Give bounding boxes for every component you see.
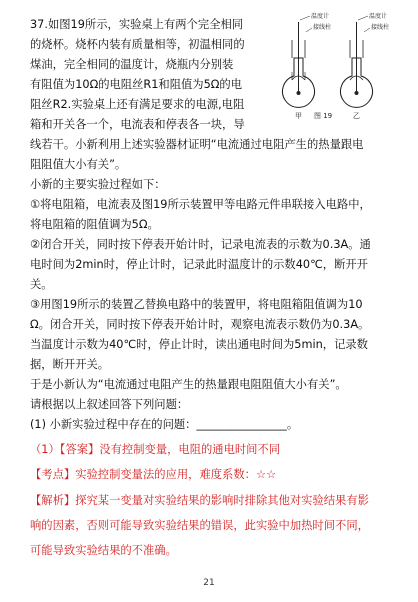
problem-line-2: 的烧杯。烧杯内装有质量相等，初温相同的: [30, 38, 245, 51]
conclusion-line: 于是小新认为“电流通过电阻产生的热量跟电阻阻值大小有关”。: [30, 378, 347, 391]
step-2-line-2: 电时间为2min时，停止计时，记录此时温度计的示数40℃，断开开: [30, 258, 368, 271]
flask-yi: [341, 22, 373, 107]
label-jia: 甲: [295, 112, 302, 120]
step-3-line-1: ③用图19所示的装置乙替换电路中的装置甲，将电阻箱阻值调为10: [30, 298, 363, 311]
figure-19-apparatus: [276, 10, 400, 122]
instruction-line: 请根据以上叙述回答下列问题：: [30, 398, 189, 411]
label-thermometer-jia: 温度计: [311, 13, 330, 20]
problem-line-4: 有阻值为10Ω的电阻丝R1和阻值为5Ω的电: [30, 78, 243, 91]
label-yi: 乙: [353, 112, 360, 120]
problem-line-8: 阻阻值大小有关”。: [30, 158, 127, 171]
label-thermometer-yi: 温度计: [369, 13, 388, 20]
jiexi-line-1: 【解析】探究某一变量对实验结果的影响时排除其他对实验结果有影: [30, 494, 369, 507]
problem-line-1: 37.如图19所示，实验桌上有两个完全相同: [30, 18, 244, 31]
problem-line-7: 线若干。小新利用上述实验器材证明“电流通过电阻产生的热量跟电: [30, 138, 364, 151]
figure-caption: 图 19: [314, 112, 333, 120]
answer-line: （1）【答案】没有控制变量，电阻的通电时间不同: [30, 443, 281, 456]
problem-line-3: 煤油，完全相同的温度计，烧瓶内分别装: [30, 58, 234, 71]
jiexi-line-3: 可能导致实验结果的不准确。: [30, 544, 177, 557]
step-1-line-1: ①将电阻箱，电流表及图19所示装置甲等电路元件串联接入电路中，: [30, 198, 371, 211]
step-3-line-2: Ω。闭合开关，同时按下停表开始计时，观察电流表示数仍为0.3A。: [30, 318, 370, 331]
step-2-line-1: ②闭合开关，同时按下停表开始计时，记录电流表的示数为0.3A。通: [30, 238, 371, 251]
question-1: (1) 小新实验过程中存在的问题：________________。: [30, 418, 299, 431]
step-3-line-3: 当温度计示数为40℃时，停止计时，读出通电时间为5min，记录数: [30, 338, 368, 351]
label-post-yi: 接线柱: [371, 24, 390, 31]
step-1-line-2: 将电阻箱的阻值调为5Ω。: [30, 218, 159, 231]
page-number: 21: [203, 578, 215, 588]
procedure-heading: 小新的主要实验过程如下：: [30, 178, 166, 191]
step-2-line-3: 关。: [30, 278, 53, 291]
flask-jia: [283, 22, 315, 107]
label-post-jia: 接线柱: [313, 24, 332, 31]
problem-line-5: 阻丝R2.实验桌上还有满足要求的电源,电阻: [30, 98, 245, 111]
kaodian-line: 【考点】实验控制变量法的应用，难度系数：☆☆: [30, 468, 277, 481]
jiexi-line-2: 响的因素，否则可能导致实验结果的错误，此实验中加热时间不同，: [30, 519, 369, 532]
step-3-line-4: 据，断开开关。: [30, 358, 110, 371]
problem-line-6: 箱和开关各一个，电流表和停表各一块，导: [30, 118, 245, 131]
